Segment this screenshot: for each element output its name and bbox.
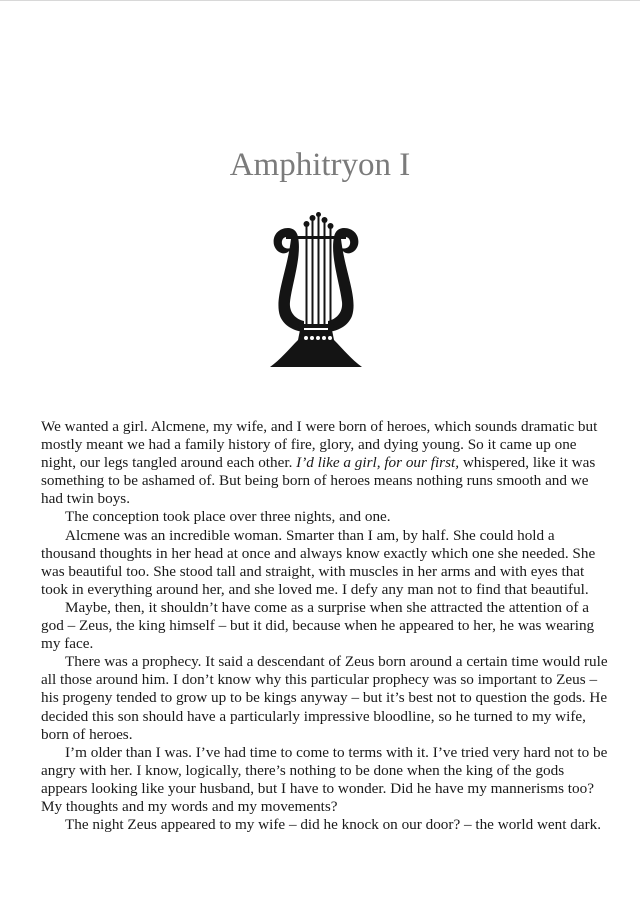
chapter-title: Amphitryon I	[229, 147, 411, 183]
paragraph-4: Maybe, then, it shouldn’t have come as a surprise when she attracted the attention of a god – Zeus, the king himself – but it did, because when he appeared to her, he was wearing my face.	[41, 598, 595, 653]
paragraph-7: The night Zeus appeared to my wife – did he knock on our door? – the world went dark.	[65, 816, 602, 834]
story-body	[41, 418, 611, 834]
lyre-icon	[268, 212, 364, 368]
paragraph-2: The conception took place over three nights, and one.	[65, 508, 391, 526]
italic-quote: I’d like a girl, for our first,	[296, 454, 460, 472]
paragraph-3: Alcmene was an incredible woman. Smarter than I am, by half. She could hold a thousand thoughts in her head at once and always know exactly which one she needed. She was beautiful too. She stood tall and straight, with muscles in her arms and with eyes that took in everything around her, and she loved me. I defy any man not to find that beautiful.	[41, 526, 596, 598]
paragraph-5: There was a prophecy. It said a descendant of Zeus born around a certain time would rule all those around him. I don’t know why this particular prophecy was so important to Zeus – his progeny tended to grow up to be kings anyway – but it’s best not to question the gods. He decided this son should have a particularly impressive bloodline, so he turned to my wife, born of heroes.	[41, 653, 608, 743]
paragraph-6: I’m older than I was. I’ve had time to come to terms with it. I’ve tried very hard not to be angry with her. I know, logically, there’s nothing to be done when the king of the gods appears looking like your husband, but I have to wonder. Did he have my mannerisms too? My thoughts and my words and my movements?	[41, 743, 608, 815]
page-top-edge	[0, 0, 640, 1]
paragraph-1: We wanted a girl. Alcmene, my wife, and I were born of heroes, which sounds dramatic but mostly meant we had a family history of fire, glory, and dying young. So it came up one night, our legs tangled around each other. I’d like a girl, for our first, whispered, like it was something to be ashamed of. But being born of heroes means nothing runs smooth and we had twin boys.	[41, 418, 598, 508]
